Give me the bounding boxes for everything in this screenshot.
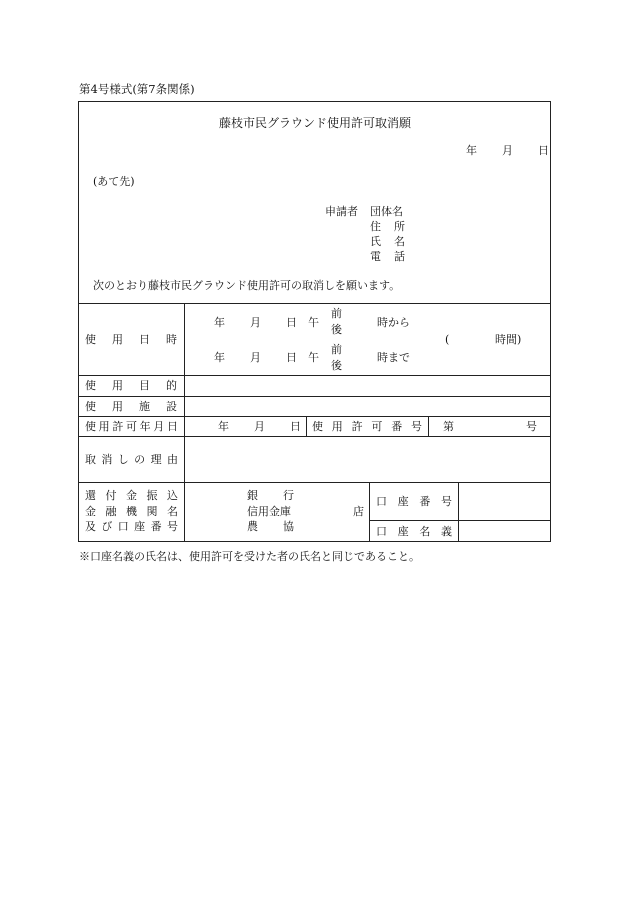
name-label[interactable] — [370, 236, 405, 247]
start-am[interactable]: 前 — [331, 307, 342, 320]
char: 込 — [167, 489, 178, 502]
permit-day[interactable]: 日 — [290, 420, 301, 433]
char: 農 — [247, 520, 258, 533]
char: 協 — [283, 520, 294, 533]
permit-number-label — [312, 421, 422, 432]
account-name-field[interactable] — [460, 522, 550, 541]
end-month[interactable]: 月 — [250, 351, 261, 364]
char: 理 — [150, 453, 162, 466]
char: 所 — [394, 220, 405, 233]
char: 用 — [112, 400, 123, 413]
char: 機 — [126, 505, 137, 518]
char: 振 — [146, 489, 158, 502]
char: 金 — [85, 505, 96, 518]
char: 行 — [283, 489, 294, 502]
divider — [78, 375, 551, 376]
end-am[interactable]: 前 — [331, 343, 342, 356]
hours-label[interactable]: 時間) — [495, 333, 522, 346]
facility-field[interactable] — [186, 398, 550, 415]
char: 名 — [167, 505, 178, 518]
char: 氏 — [370, 235, 381, 248]
char: 号 — [166, 520, 178, 533]
char: 消 — [101, 453, 113, 466]
char: 年 — [139, 420, 151, 433]
char: 目 — [139, 379, 150, 392]
account-number-label — [376, 496, 452, 507]
char: 話 — [394, 250, 405, 263]
char: 銀 — [247, 489, 258, 502]
form-title: 藤枝市民グラウンド使用許可取消願 — [218, 116, 411, 130]
char: 可 — [125, 420, 137, 433]
end-ampm-prefix: 午 — [308, 351, 319, 364]
char: 由 — [166, 453, 178, 466]
char: 使 — [85, 400, 96, 413]
start-year[interactable]: 年 — [214, 316, 225, 329]
divider — [369, 482, 370, 542]
char: 使 — [85, 333, 96, 346]
char: 名 — [394, 235, 405, 248]
char: 的 — [166, 379, 177, 392]
account-number-field[interactable] — [460, 484, 550, 519]
start-time-suffix[interactable]: 時から — [377, 316, 410, 329]
end-year[interactable]: 年 — [214, 351, 225, 364]
char: 番 — [391, 420, 403, 433]
char: 設 — [166, 400, 177, 413]
phone-label[interactable] — [370, 251, 405, 262]
char: 番 — [419, 495, 431, 508]
char: 義 — [440, 525, 452, 538]
divider — [306, 416, 307, 436]
char: 及 — [85, 520, 96, 533]
char: 口 — [376, 495, 387, 508]
char: 座 — [397, 495, 409, 508]
form-number-label: 第4号様式(第7条関係) — [79, 82, 195, 96]
footnote: ※口座名義の氏名は、使用許可を受けた者の氏名と同じであること。 — [79, 550, 420, 563]
reason-field[interactable] — [186, 438, 550, 481]
char: 用 — [112, 333, 123, 346]
account-name-label — [376, 526, 452, 537]
char: 用 — [112, 379, 123, 392]
char: 口 — [117, 520, 129, 533]
permit-year[interactable]: 年 — [218, 420, 229, 433]
applicant-label: 申請者 — [325, 205, 358, 218]
request-sentence: 次のとおり藤枝市民グラウンド使用許可の取消しを願います。 — [93, 279, 401, 292]
end-time-suffix[interactable]: 時まで — [377, 351, 410, 364]
char: 座 — [397, 525, 409, 538]
char: 使 — [312, 420, 323, 433]
divider — [184, 303, 185, 542]
date-year[interactable]: 年 — [466, 144, 477, 157]
char: 日 — [166, 420, 178, 433]
char: 還 — [85, 489, 96, 502]
divider — [458, 482, 459, 542]
hours-open-paren: ( — [445, 333, 450, 346]
char: 使 — [85, 420, 96, 433]
permit-number-suffix[interactable]: 号 — [526, 420, 537, 433]
char: の — [134, 453, 146, 466]
char: 付 — [105, 489, 117, 502]
purpose-label — [85, 380, 177, 391]
char: 使 — [85, 379, 96, 392]
credit-union-option[interactable]: 信用金庫 — [247, 505, 291, 518]
facility-label — [85, 401, 177, 412]
char: 金 — [126, 489, 137, 502]
date-month[interactable]: 月 — [502, 144, 513, 157]
divider — [78, 416, 551, 417]
refund-label-line3 — [85, 521, 178, 532]
char: 関 — [146, 505, 158, 518]
refund-label-line2 — [85, 506, 178, 517]
end-pm[interactable]: 後 — [331, 359, 342, 372]
start-pm[interactable]: 後 — [331, 323, 342, 336]
char: 番 — [150, 520, 162, 533]
reason-label — [85, 454, 178, 465]
char: 日 — [139, 333, 150, 346]
char: 号 — [440, 495, 452, 508]
char: 取 — [85, 453, 96, 466]
end-day[interactable]: 日 — [286, 351, 297, 364]
purpose-field[interactable] — [186, 377, 550, 395]
divider — [78, 396, 551, 397]
start-day[interactable]: 日 — [286, 316, 297, 329]
divider — [78, 303, 551, 304]
char: び — [101, 520, 113, 533]
start-ampm-prefix: 午 — [308, 316, 319, 329]
permit-date-label — [85, 421, 178, 432]
char: 号 — [410, 420, 422, 433]
divider — [78, 436, 551, 437]
char: 住 — [370, 220, 381, 233]
divider — [78, 482, 551, 483]
usage-datetime-label — [85, 334, 177, 345]
char: 許 — [351, 420, 363, 433]
char: 時 — [166, 333, 177, 346]
refund-label-line1 — [85, 490, 178, 501]
char: 月 — [153, 420, 165, 433]
group-name-label[interactable]: 団体名 — [370, 205, 403, 218]
start-month[interactable]: 月 — [250, 316, 261, 329]
char: 可 — [371, 420, 383, 433]
divider — [369, 520, 551, 521]
agri-coop-option[interactable] — [247, 521, 294, 532]
char: 用 — [331, 420, 343, 433]
permit-month[interactable]: 月 — [254, 420, 265, 433]
divider — [428, 416, 429, 436]
permit-number-prefix[interactable]: 第 — [443, 420, 454, 433]
char: 電 — [370, 250, 381, 263]
addressee: (あて先) — [93, 175, 135, 188]
char: 用 — [98, 420, 110, 433]
char: 許 — [112, 420, 124, 433]
char: し — [117, 453, 129, 466]
char: 融 — [105, 505, 117, 518]
char: 施 — [139, 400, 150, 413]
char: 口 — [376, 525, 387, 538]
date-day[interactable]: 日 — [538, 144, 549, 157]
char: 座 — [134, 520, 146, 533]
address-label[interactable] — [370, 221, 405, 232]
bank-option[interactable] — [247, 490, 294, 501]
char: 名 — [419, 525, 431, 538]
branch-suffix[interactable]: 店 — [353, 505, 364, 518]
